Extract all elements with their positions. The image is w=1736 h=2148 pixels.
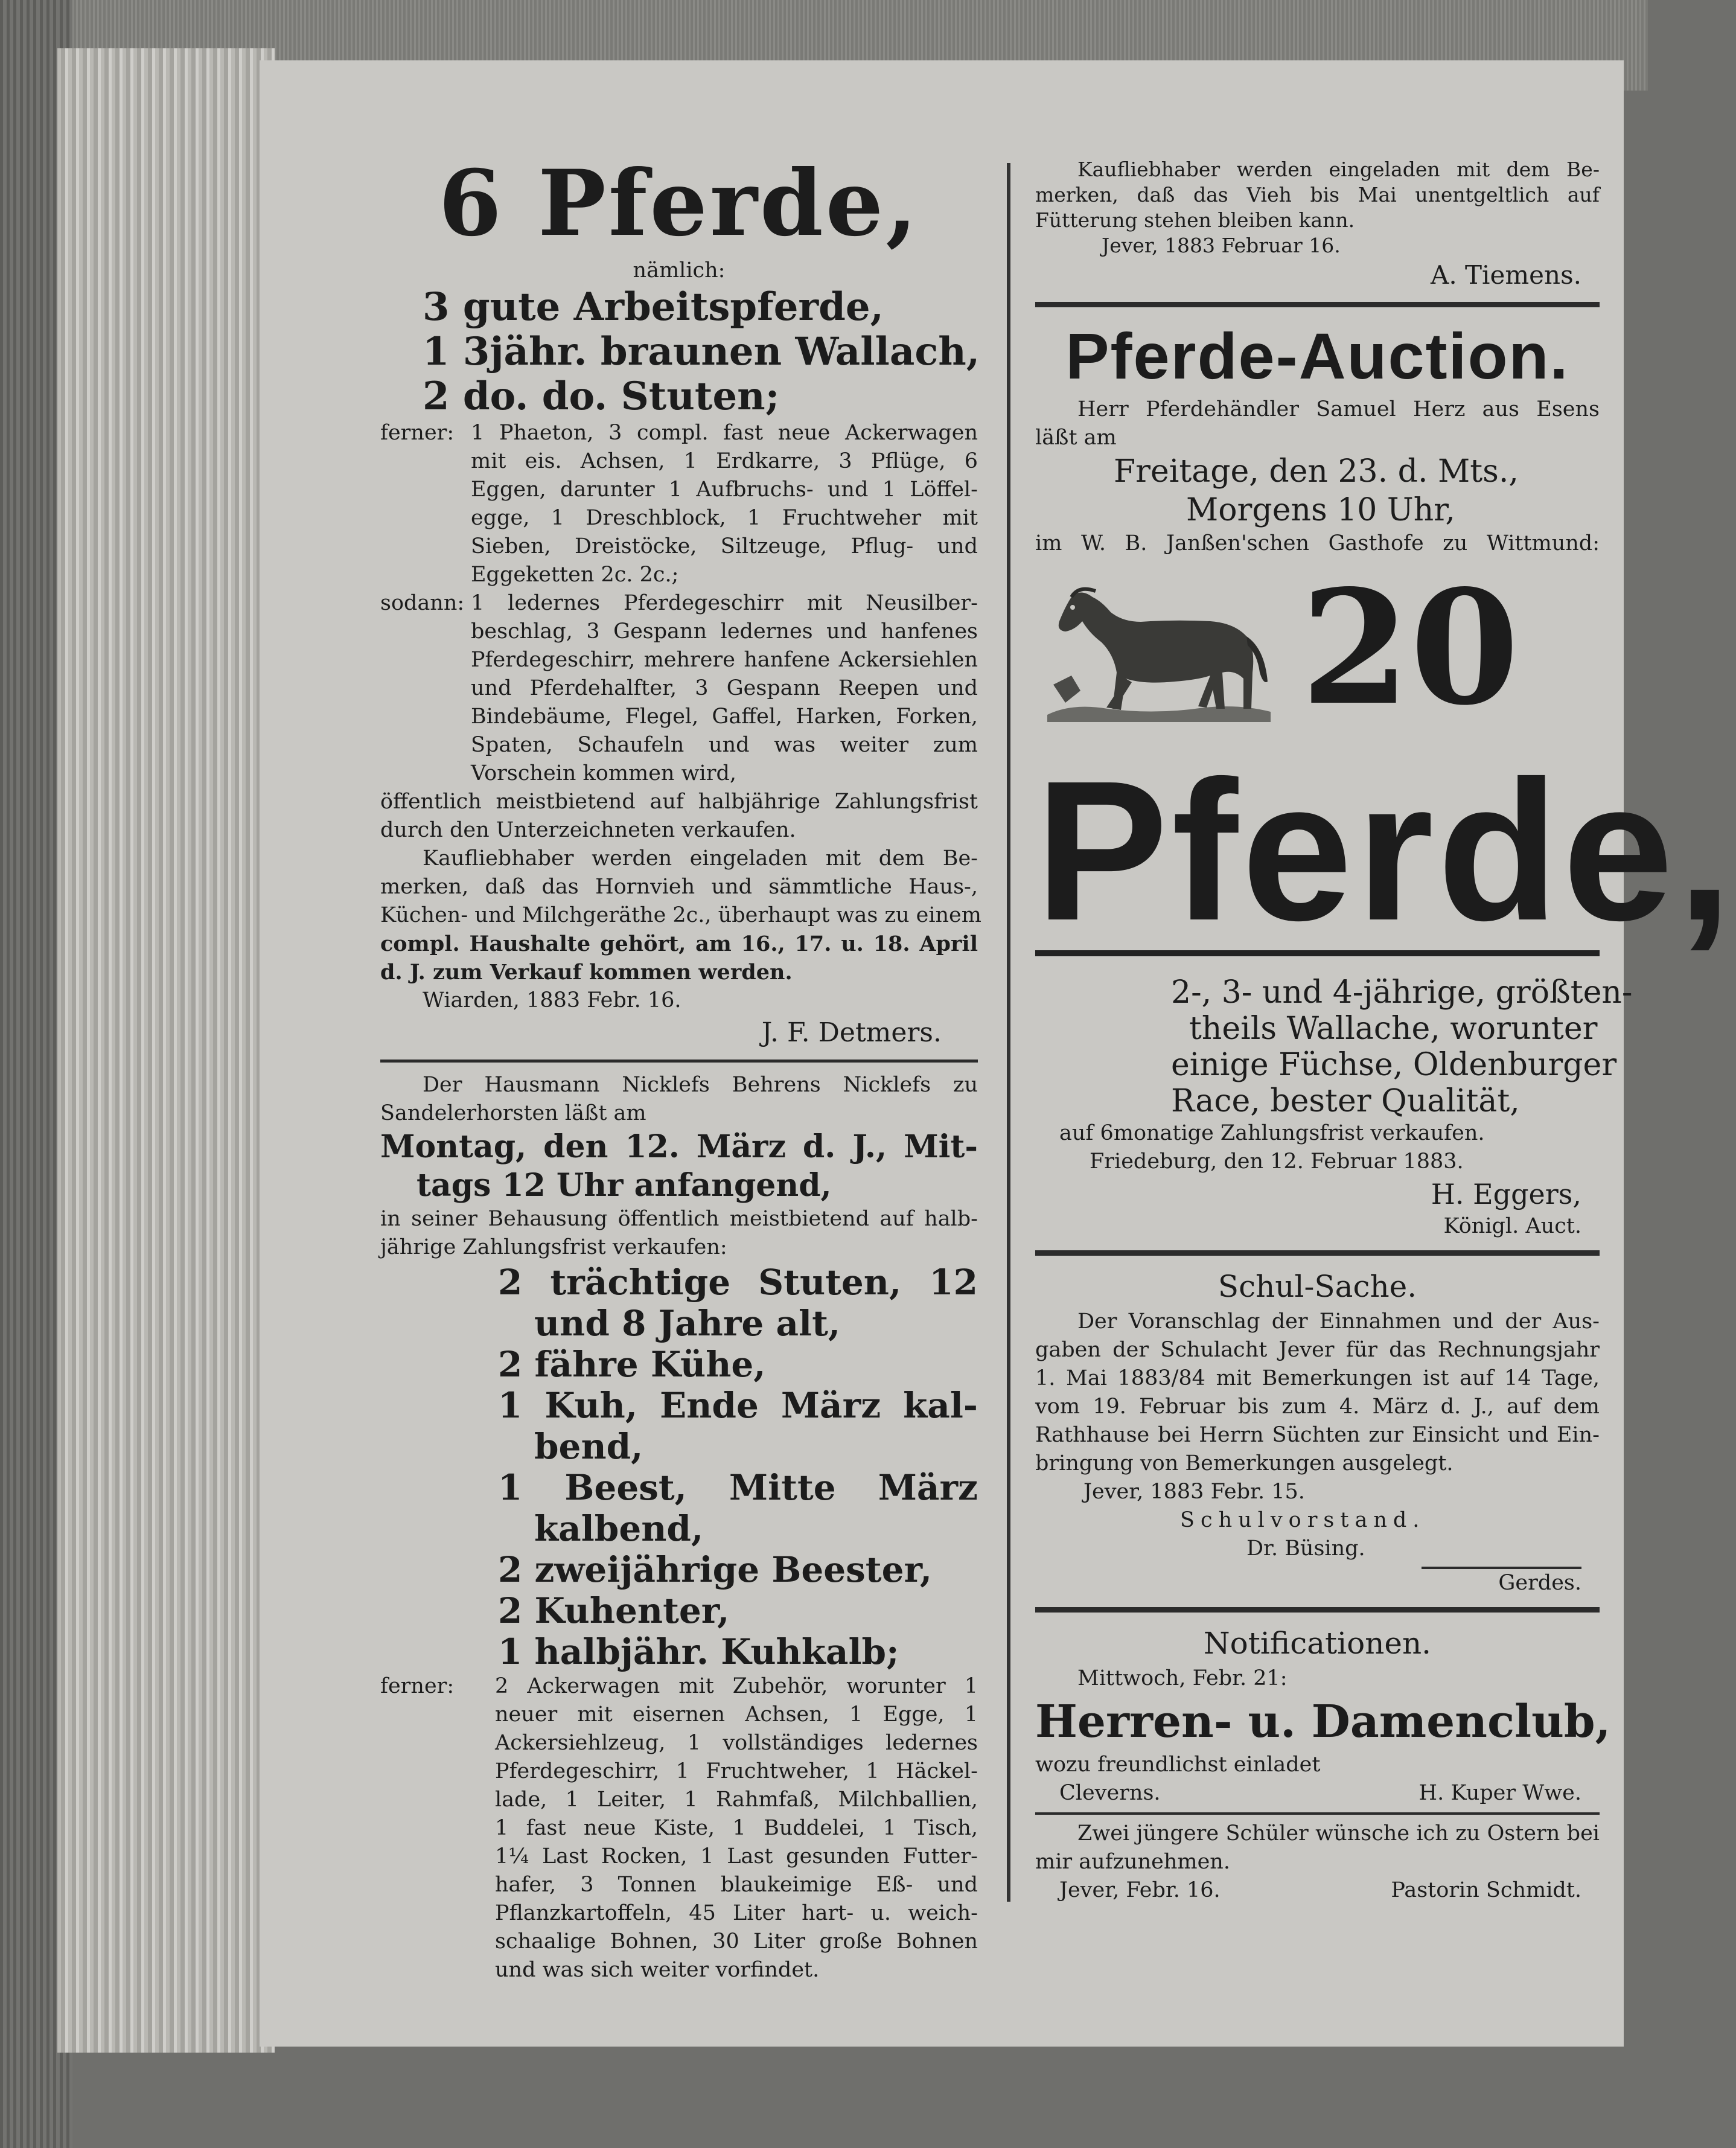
text-line: lade, 1 Leiter, 1 Rahmfaß, Milchballien, — [495, 1788, 978, 1812]
text-line: Pflanzkartoffeln, 45 Liter hart- u. weich- — [495, 1901, 978, 1925]
ferner-block — [380, 419, 978, 589]
place-date: Friedeburg, den 12. Februar 1883. — [1090, 1149, 1464, 1174]
school-notice — [1035, 1265, 1600, 1597]
tiemens-notice — [1035, 157, 1600, 292]
sodann-label: sodann: — [380, 591, 465, 615]
horse-illustration-row — [1035, 558, 1600, 739]
sale-date-line: Montag, den 12. März d. J., Mit- — [380, 1128, 978, 1165]
text-line: Sieben, Dreistöcke, Siltzeuge, Pflug- und — [471, 534, 978, 558]
text-line: beschlag, 3 Gespann ledernes und hanfenes — [471, 619, 978, 644]
text-line: Ackersiehlzeug, 1 vollständiges ledernes — [495, 1731, 978, 1755]
text-line: 1 fast neue Kiste, 1 Buddelei, 1 Tisch, — [495, 1816, 978, 1840]
text-line: Küchen- und Milchgeräthe 2c., überhaupt was zu einem — [380, 903, 981, 927]
horse-count: 20 — [1301, 556, 1519, 740]
livestock-sale-ad-nicklefs — [380, 1071, 978, 1984]
text-line: 1¼ Last Rocken, 1 Last gesunden Futter- — [495, 1844, 978, 1868]
item-line: kalbend, — [534, 1508, 704, 1549]
text-line: läßt am — [1035, 426, 1117, 450]
divider-line — [1035, 1250, 1600, 1256]
signature-title: Königl. Auct. — [1443, 1214, 1581, 1238]
host-row — [1035, 1779, 1600, 1808]
page-edges — [57, 48, 275, 2053]
signature: Gerdes. — [1498, 1571, 1581, 1595]
section-title: Schul-Sache. — [1217, 1269, 1417, 1304]
section-title: Notificationen. — [1203, 1626, 1432, 1661]
auction-headline: Pferde-Auction. — [1065, 319, 1569, 392]
place-date: Wiarden, 1883 Febr. 16. — [423, 988, 681, 1012]
ferner-label: ferner: — [380, 1674, 455, 1698]
auction-date: Freitage, den 23. d. Mts., — [1114, 453, 1519, 490]
detail-line: Race, bester Qualität, — [1171, 1083, 1520, 1119]
text-line: Eggeketten 2c. 2c.; — [471, 563, 679, 587]
item-line: 1 Kuh, Ende März kal- — [498, 1385, 978, 1426]
item-line: bend, — [534, 1426, 643, 1467]
item-line: 2 trächtige Stuten, 12 — [498, 1262, 978, 1303]
signature: H. Eggers, — [1431, 1178, 1581, 1210]
big-word: Pferde, — [1035, 739, 1736, 962]
text-line: Der Hausmann Nicklefs Behrens Nicklefs zu — [423, 1073, 978, 1097]
ad-title: 6 Pferde, — [438, 150, 920, 257]
signature: A. Tiemens. — [1431, 260, 1581, 290]
place-date: Jever, Febr. 16. — [1059, 1878, 1221, 1902]
divider-line — [380, 1060, 978, 1063]
place-date: Jever, 1883 Febr. 15. — [1083, 1480, 1305, 1504]
text-line: schaalige Bohnen, 30 Liter große Bohnen — [495, 1929, 978, 1954]
item-line: 3 gute Arbeitspferde, — [423, 284, 884, 330]
text-line: gaben der Schulacht Jever für das Rechnungsjahr — [1035, 1338, 1600, 1362]
text-line: Zwei jüngere Schüler wünsche ich zu Ostern bei — [1077, 1821, 1600, 1846]
detail-line: 2-, 3- und 4-jährige, größten- — [1171, 974, 1633, 1011]
text-line: Bindebäume, Flegel, Gaffel, Harken, Forken, — [471, 705, 978, 729]
text-line: egge, 1 Dreschblock, 1 Fruchtweher mit — [471, 506, 978, 530]
auction-location: im W. B. Janßen'schen Gasthofe zu Wittmund: — [1035, 531, 1600, 555]
text-line: vom 19. Februar bis zum 4. März d. J., auf dem — [1035, 1395, 1600, 1419]
text-line: jährige Zahlungsfrist verkaufen: — [380, 1235, 727, 1259]
event-date: Mittwoch, Febr. 21: — [1077, 1666, 1288, 1690]
pupil-sign-row — [1035, 1876, 1600, 1905]
text-line: durch den Unterzeichneten verkaufen. — [380, 818, 796, 842]
text-line: Kaufliebhaber werden eingeladen mit dem Be- — [423, 846, 978, 871]
right-column — [1035, 157, 1736, 1905]
text-line: Der Voranschlag der Einnahmen und der Aus- — [1077, 1309, 1600, 1334]
text-line: Vorschein kommen wird, — [471, 761, 736, 785]
item-line: 1 Beest, Mitte März — [498, 1467, 978, 1508]
sodann-block — [380, 589, 978, 788]
ferner-label: ferner: — [380, 421, 455, 445]
text-line: mit eis. Achsen, 1 Erdkarre, 3 Pflüge, 6 — [471, 449, 978, 473]
text-line: Kaufliebhaber werden eingeladen mit dem Be- — [1077, 158, 1600, 181]
item-line: und 8 Jahre alt, — [534, 1303, 841, 1344]
text-line: d. J. zum Verkauf kommen werden. — [380, 960, 793, 985]
item-line: 1 3jähr. braunen Wallach, — [423, 329, 980, 374]
signature: H. Kuper Wwe. — [1418, 1781, 1581, 1805]
horse-sale-ad-detmers — [380, 150, 981, 1051]
divider-line — [1035, 1812, 1600, 1815]
club-name: Herren- u. Damenclub, — [1035, 1696, 1611, 1748]
auction-time: Morgens 10 Uhr, — [1186, 492, 1455, 528]
divider-line — [1035, 302, 1600, 307]
text-line: und Pferdehalfter, 3 Gespann Reepen und — [471, 676, 978, 700]
horse-illustration-icon — [1035, 564, 1277, 733]
divider-line — [1035, 1607, 1600, 1613]
signature: Pastorin Schmidt. — [1391, 1878, 1581, 1902]
notifications — [1035, 1622, 1611, 1905]
text-line: öffentlich meistbietend auf halbjährige Zahlungsfrist — [380, 790, 978, 814]
detail-line: theils Wallache, worunter — [1189, 1011, 1598, 1047]
item-line: 2 fähre Kühe, — [498, 1344, 766, 1385]
text-line: merken, daß das Vieh bis Mai unentgeltlich auf — [1035, 183, 1600, 206]
text-line: hafer, 3 Tonnen blaukeimige Eß- und — [495, 1873, 978, 1897]
ferner-block — [380, 1672, 978, 1984]
item-line: 2 do. do. Stuten; — [423, 374, 780, 419]
auction-terms: auf 6monatige Zahlungsfrist verkaufen. — [1059, 1121, 1485, 1145]
text-line: Eggen, darunter 1 Aufbruchs- und 1 Löffel- — [471, 478, 978, 502]
ad-subtitle: nämlich: — [633, 258, 726, 283]
place-date: Jever, 1883 Februar 16. — [1102, 234, 1341, 257]
left-column — [380, 150, 981, 1984]
text-line: mir aufzunehmen. — [1035, 1850, 1230, 1874]
text-line: bringung von Bemerkungen ausgelegt. — [1035, 1451, 1454, 1475]
newspaper-page — [260, 60, 1736, 2047]
text-line: Fütterung stehen bleiben kann. — [1035, 208, 1355, 232]
text-line: und was sich weiter vorfindet. — [495, 1958, 820, 1982]
school-board: Schulvorstand. — [1180, 1508, 1426, 1532]
text-line: 1. Mai 1883/84 mit Bemerkungen ist auf 14 Tage, — [1035, 1366, 1600, 1390]
signature: Dr. Büsing. — [1246, 1536, 1365, 1561]
text-line: Herr Pferdehändler Samuel Herz aus Esens — [1077, 397, 1600, 421]
item-line: 2 Kuhenter, — [498, 1590, 730, 1631]
text-line: 2 Ackerwagen mit Zubehör, worunter 1 — [495, 1674, 978, 1698]
text-line: in seiner Behausung öffentlich meistbietend auf halb- — [380, 1207, 978, 1231]
place: Cleverns. — [1059, 1781, 1161, 1805]
text-line: Pferdegeschirr, 1 Fruchtweher, 1 Häckel- — [495, 1759, 978, 1783]
text-line: neuer mit eisernen Achsen, 1 Egge, 1 — [495, 1702, 978, 1727]
column-divider — [1007, 163, 1010, 1902]
text-line: 1 Phaeton, 3 compl. fast neue Ackerwagen — [471, 421, 978, 445]
signature: J. F. Detmers. — [761, 1017, 942, 1048]
text-line: Pferdegeschirr, mehrere hanfene Ackersiehlen — [471, 648, 978, 672]
text-line: merken, daß das Hornvieh und sämmtliche Haus-, — [380, 875, 978, 899]
text-line: Spaten, Schaufeln und was weiter zum — [471, 733, 978, 757]
text-line: compl. Haushalte gehört, am 16., 17. u. 18. April — [380, 932, 978, 956]
item-line: 1 halbjähr. Kuhkalb; — [498, 1631, 899, 1672]
sale-date-line: tags 12 Uhr anfangend, — [416, 1167, 832, 1204]
text-line: Rathhause bei Herrn Süchten zur Einsicht und Ein- — [1035, 1423, 1600, 1447]
text-line: wozu freundlichst einladet — [1035, 1753, 1321, 1777]
text-line: 1 ledernes Pferdegeschirr mit Neusilber- — [471, 591, 978, 615]
horse-auction-ad — [1035, 317, 1736, 1241]
text-line: Sandelerhorsten läßt am — [380, 1101, 646, 1125]
item-line: 2 zweijährige Beester, — [498, 1549, 933, 1590]
detail-line: einige Füchse, Oldenburger — [1171, 1047, 1617, 1083]
